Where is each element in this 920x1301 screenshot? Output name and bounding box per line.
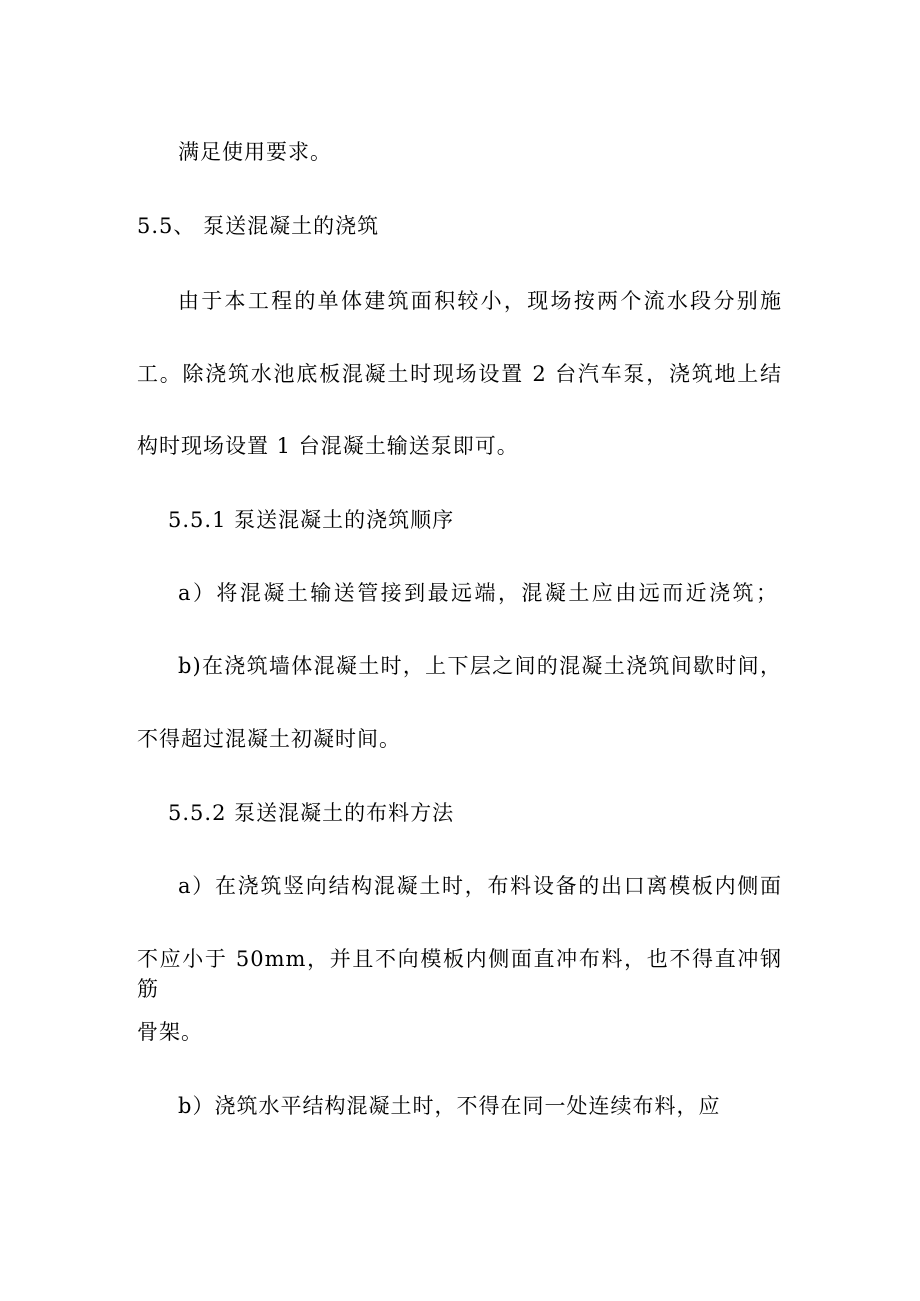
paragraph-line: 工。除浇筑水池底板混凝土时现场设置 2 台汽车泵，浇筑地上结 bbox=[137, 362, 782, 386]
paragraph-line: 骨架。 bbox=[137, 1020, 203, 1044]
section-heading-5-5-2: 5.5.2 泵送混凝土的布料方法 bbox=[168, 801, 455, 825]
paragraph-line: b）浇筑水平结构混凝土时，不得在同一处连续布料，应 bbox=[178, 1094, 721, 1118]
paragraph-line: 不应小于 50mm，并且不向模板内侧面直冲布料，也不得直冲钢筋 bbox=[137, 947, 782, 1001]
paragraph-line: a）在浇筑竖向结构混凝土时，布料设备的出口离模板内侧面 bbox=[178, 874, 782, 898]
paragraph-line: 不得超过混凝土初凝时间。 bbox=[137, 727, 401, 751]
paragraph-line: a）将混凝土输送管接到最远端，混凝土应由远而近浇筑； bbox=[178, 581, 778, 605]
section-heading-5-5-1: 5.5.1 泵送混凝土的浇筑顺序 bbox=[168, 508, 455, 532]
paragraph-line: b)在浇筑墙体混凝土时，上下层之间的混凝土浇筑间歇时间， bbox=[178, 654, 782, 678]
section-heading-5-5: 5.5、 泵送混凝土的浇筑 bbox=[137, 214, 380, 238]
paragraph-line: 构时现场设置 1 台混凝土输送泵即可。 bbox=[137, 434, 519, 458]
paragraph-line: 由于本工程的单体建筑面积较小，现场按两个流水段分别施 bbox=[178, 289, 782, 313]
paragraph-line: 满足使用要求。 bbox=[178, 140, 332, 164]
